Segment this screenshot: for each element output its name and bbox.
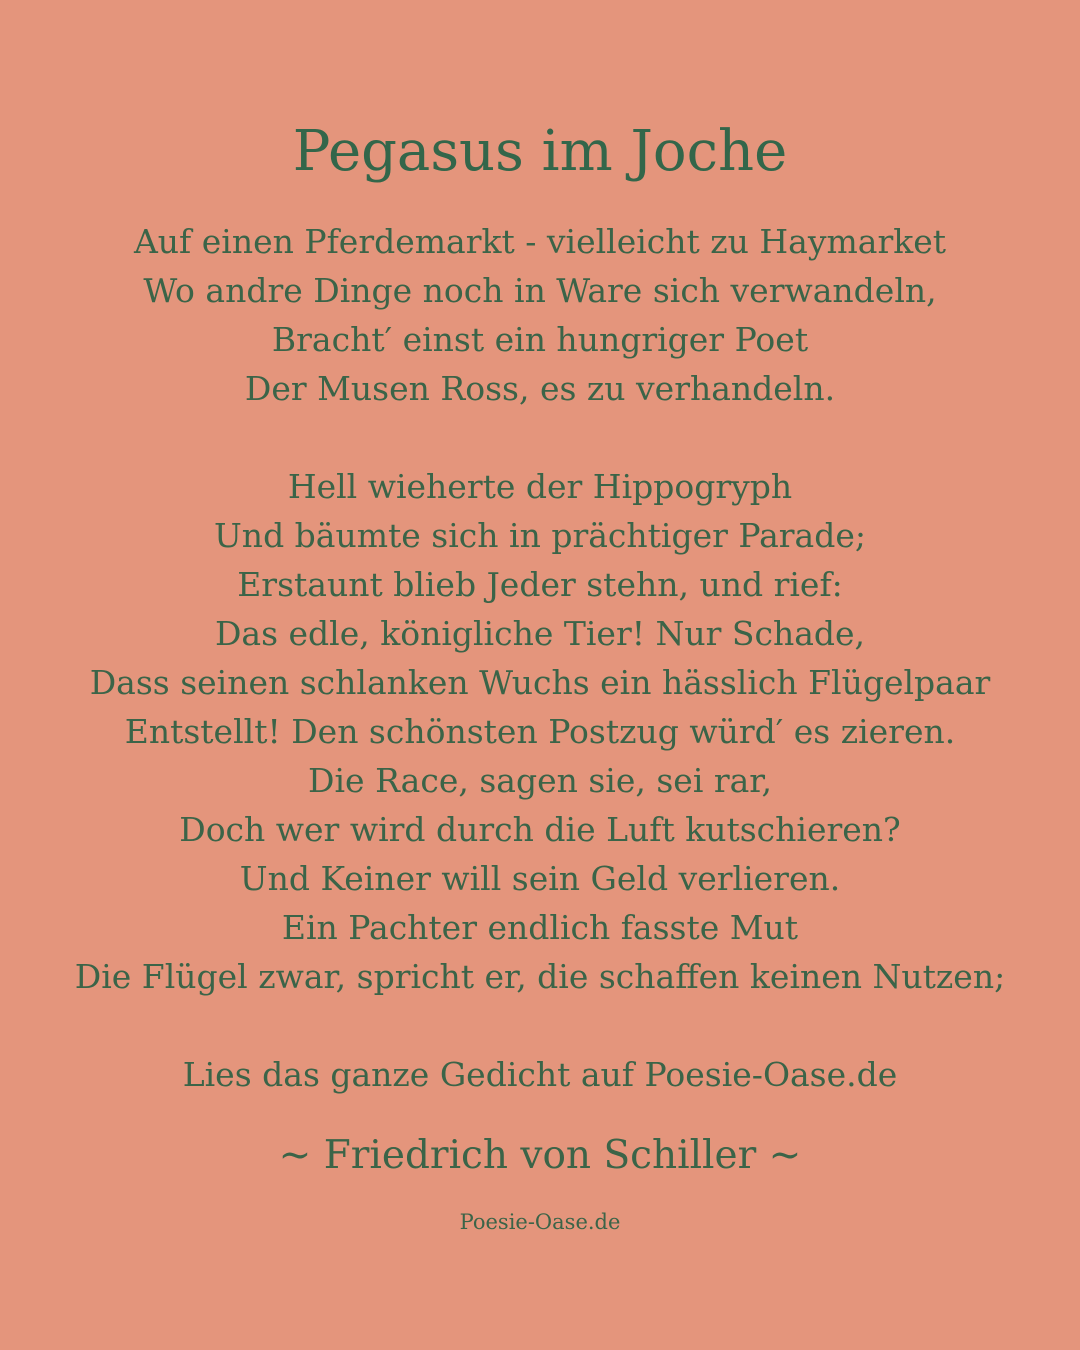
poem-author: ~ Friedrich von Schiller ~ bbox=[278, 1133, 802, 1178]
poem-title: Pegasus im Joche bbox=[292, 119, 788, 184]
poem-line: Die Race, sagen sie, sei rar, bbox=[308, 761, 772, 800]
poem-line: Hell wieherte der Hippogryph bbox=[287, 467, 793, 506]
poem-line: Dass seinen schlanken Wuchs ein hässlich Flügelpaar bbox=[89, 663, 991, 702]
read-full-poem-text: Lies das ganze Gedicht auf Poesie-Oase.de bbox=[182, 1055, 898, 1094]
stanza-2 bbox=[20, 462, 1060, 1001]
poem-line: Doch wer wird durch die Luft kutschieren? bbox=[179, 810, 901, 849]
poem-line: Und Keiner will sein Geld verlieren. bbox=[239, 859, 841, 898]
poem-line: Entstellt! Den schönsten Postzug würd′ es zieren. bbox=[124, 712, 956, 751]
poem-line: Erstaunt blieb Jeder stehn, und rief: bbox=[237, 565, 843, 604]
poem-line: Ein Pachter endlich fasste Mut bbox=[281, 908, 799, 947]
poem-line: Die Flügel zwar, spricht er, die schaffen keinen Nutzen; bbox=[74, 957, 1006, 996]
poem-line: Wo andre Dinge noch in Ware sich verwandeln, bbox=[143, 271, 937, 310]
poem-line: Auf einen Pferdemarkt - vielleicht zu Haymarket bbox=[133, 222, 947, 261]
stanza-1 bbox=[20, 217, 1060, 413]
site-watermark: Poesie-Oase.de bbox=[459, 1210, 621, 1234]
poem-line: Das edle, königliche Tier! Nur Schade, bbox=[214, 614, 866, 653]
poem-line: Und bäumte sich in prächtiger Parade; bbox=[214, 516, 866, 555]
poem-line: Der Musen Ross, es zu verhandeln. bbox=[244, 369, 836, 408]
poem-line: Bracht′ einst ein hungriger Poet bbox=[271, 320, 809, 359]
